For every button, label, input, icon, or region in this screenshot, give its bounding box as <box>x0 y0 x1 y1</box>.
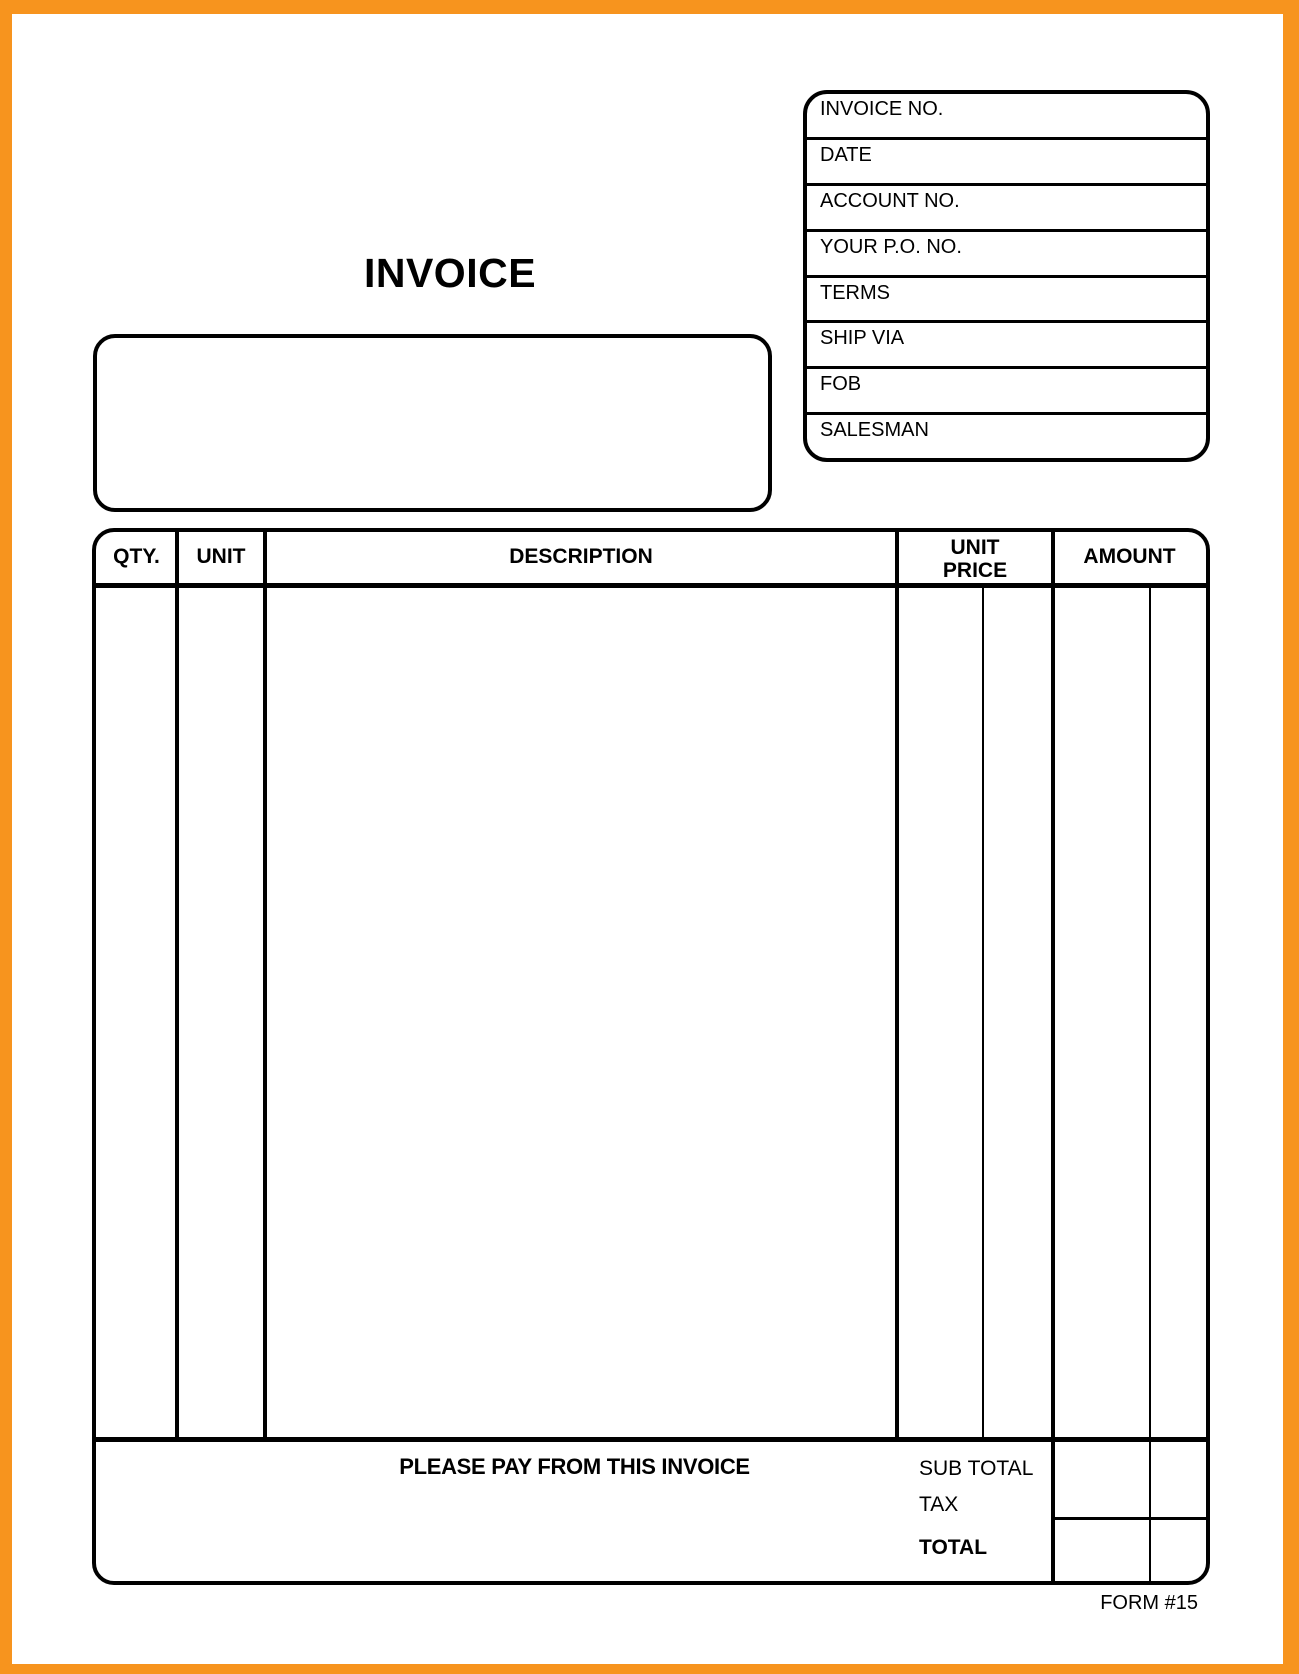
subtotal-tax-amount-cell[interactable] <box>1055 1442 1206 1517</box>
total-label: TOTAL <box>919 1536 988 1559</box>
info-row-invoice-no[interactable] <box>807 94 1206 137</box>
fob-label: FOB <box>820 373 862 396</box>
subtotal-label: SUB TOTAL <box>919 1457 1034 1480</box>
terms-label: TERMS <box>820 281 890 304</box>
description-unitprice-divider-line <box>895 532 899 1442</box>
form-number: FORM #15 <box>1100 1592 1198 1614</box>
invoice-no-label: INVOICE NO. <box>820 98 944 120</box>
ship-via-label: SHIP VIA <box>820 327 905 350</box>
unitprice-cents-divider-line <box>982 588 984 1442</box>
pay-note: PLEASE PAY FROM THIS INVOICE <box>399 1454 750 1479</box>
customer-address-box[interactable] <box>93 334 772 512</box>
po-no-label: YOUR P.O. NO. <box>820 235 962 258</box>
unitprice-amount-divider-line <box>1051 532 1055 1581</box>
description-column-header: DESCRIPTION <box>509 545 653 568</box>
invoice-info-box <box>803 90 1210 462</box>
info-row-terms[interactable] <box>807 275 1206 321</box>
salesman-label: SALESMAN <box>820 419 929 442</box>
unit-description-divider-line <box>263 532 267 1442</box>
info-row-account-no[interactable] <box>807 183 1206 229</box>
qty-column-header: QTY. <box>113 545 160 568</box>
unit-column-header: UNIT <box>196 545 246 568</box>
items-table <box>92 528 1210 1585</box>
info-row-fob[interactable] <box>807 366 1206 412</box>
unit-price-column-header: UNIT PRICE <box>942 536 1008 582</box>
info-row-salesman[interactable] <box>807 412 1206 458</box>
tax-label: TAX <box>919 1493 959 1516</box>
amount-cents-divider-line <box>1149 588 1151 1581</box>
date-label: DATE <box>820 143 872 166</box>
footer-divider-line <box>96 1437 1206 1442</box>
total-amount-cell[interactable] <box>1055 1520 1206 1581</box>
info-row-date[interactable] <box>807 137 1206 183</box>
amount-column-header: AMOUNT <box>1083 545 1176 568</box>
page-title: INVOICE <box>363 250 537 296</box>
info-row-po-no[interactable] <box>807 229 1206 275</box>
info-row-ship-via[interactable] <box>807 320 1206 366</box>
qty-unit-divider-line <box>175 532 179 1442</box>
account-no-label: ACCOUNT NO. <box>820 189 960 212</box>
form-content <box>12 14 1283 1664</box>
